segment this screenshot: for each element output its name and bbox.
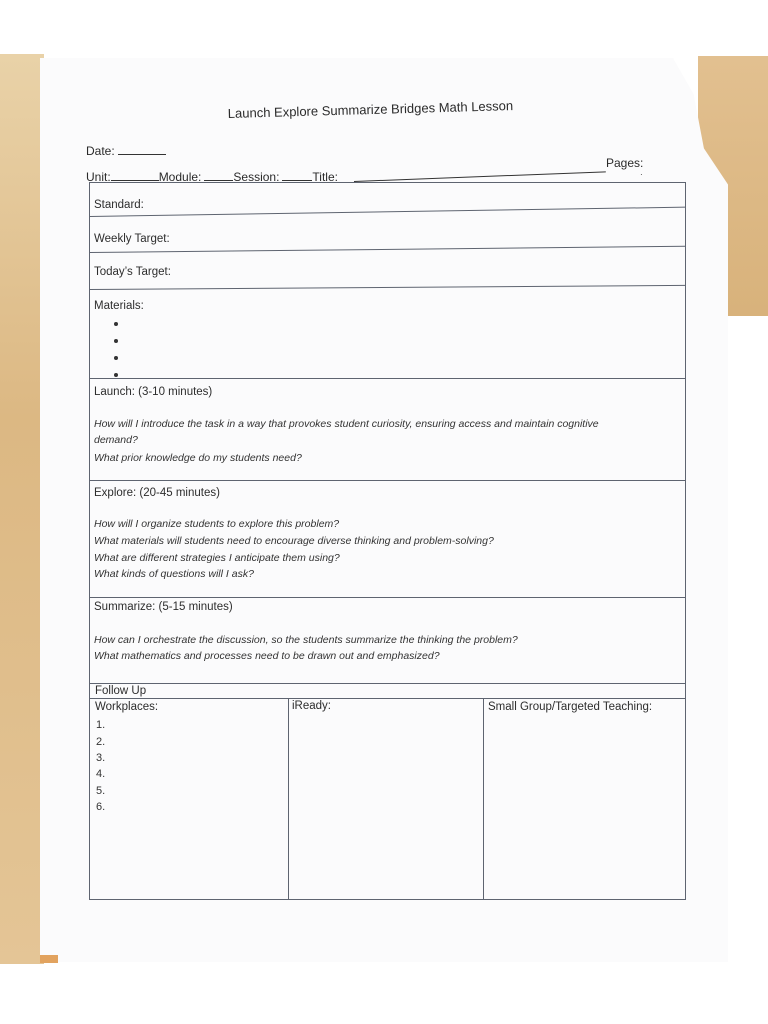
workplace-number: 3. (96, 752, 106, 764)
workplace-number: 4. (96, 768, 106, 780)
explore-question-2: What materials will students need to encourage diverse thinking and problem-solving? (94, 535, 494, 547)
divider-summarize (90, 683, 686, 684)
pages-blank[interactable]: · (640, 170, 643, 179)
follow-up-label: Follow Up (95, 685, 147, 697)
weekly-target-label: Weekly Target: (94, 233, 170, 245)
divider-materials (90, 378, 686, 379)
small-group-label: Small Group/Targeted Teaching: (488, 701, 653, 713)
launch-question-1-cont: demand? (94, 434, 138, 446)
launch-label: Launch: (3-10 minutes) (94, 386, 213, 398)
module-label: Module: (158, 170, 202, 184)
date-label: Date: (86, 144, 115, 158)
materials-bullet (114, 356, 118, 360)
workplace-number: 5. (96, 785, 106, 797)
launch-question-1: How will I introduce the task in a way that provokes student curiosity, ensuring access and maintain cognitive (94, 418, 599, 430)
explore-question-3: What are different strategies I anticipate them using? (94, 552, 340, 564)
date-blank[interactable] (118, 145, 166, 155)
iready-label: iReady: (292, 700, 331, 712)
summarize-question-1: How can I orchestrate the discussion, so the students summarize the thinking the problem? (94, 634, 518, 646)
workplaces-label: Workplaces: (95, 701, 159, 713)
divider-launch (90, 480, 686, 481)
explore-question-1: How will I organize students to explore this problem? (94, 518, 340, 530)
divider-explore (90, 597, 686, 598)
pages-label: Pages: (606, 156, 644, 170)
divider-follow-up (90, 698, 686, 699)
desk-background-left (0, 54, 44, 964)
launch-question-2: What prior knowledge do my students need? (94, 452, 302, 464)
document-title: Launch Explore Summarize Bridges Math Lesson (227, 98, 514, 121)
column-divider-2 (483, 698, 484, 900)
todays-target-label: Today’s Target: (94, 266, 171, 278)
standard-label: Standard: (94, 199, 144, 211)
materials-bullet (114, 373, 118, 377)
summarize-question-2: What mathematics and processes need to be drawn out and emphasized? (94, 650, 440, 662)
materials-bullet (114, 339, 118, 343)
workplace-number: 2. (96, 736, 106, 748)
module-blank[interactable] (204, 171, 233, 181)
session-label: Session: (233, 170, 280, 184)
unit-blank[interactable] (111, 171, 159, 181)
summarize-label: Summarize: (5-15 minutes) (94, 601, 233, 613)
desk-edge (40, 955, 58, 963)
workplace-number: 6. (96, 801, 106, 813)
title-label: Title: (312, 170, 338, 184)
workplace-number: 1. (96, 719, 106, 731)
materials-bullet (114, 322, 118, 326)
materials-label: Materials: (94, 300, 144, 312)
explore-question-4: What kinds of questions will I ask? (94, 568, 254, 580)
unit-label: Unit: (86, 170, 111, 184)
explore-label: Explore: (20-45 minutes) (94, 487, 220, 499)
date-field (86, 144, 166, 158)
column-divider-1 (288, 698, 289, 900)
session-blank[interactable] (282, 171, 312, 181)
